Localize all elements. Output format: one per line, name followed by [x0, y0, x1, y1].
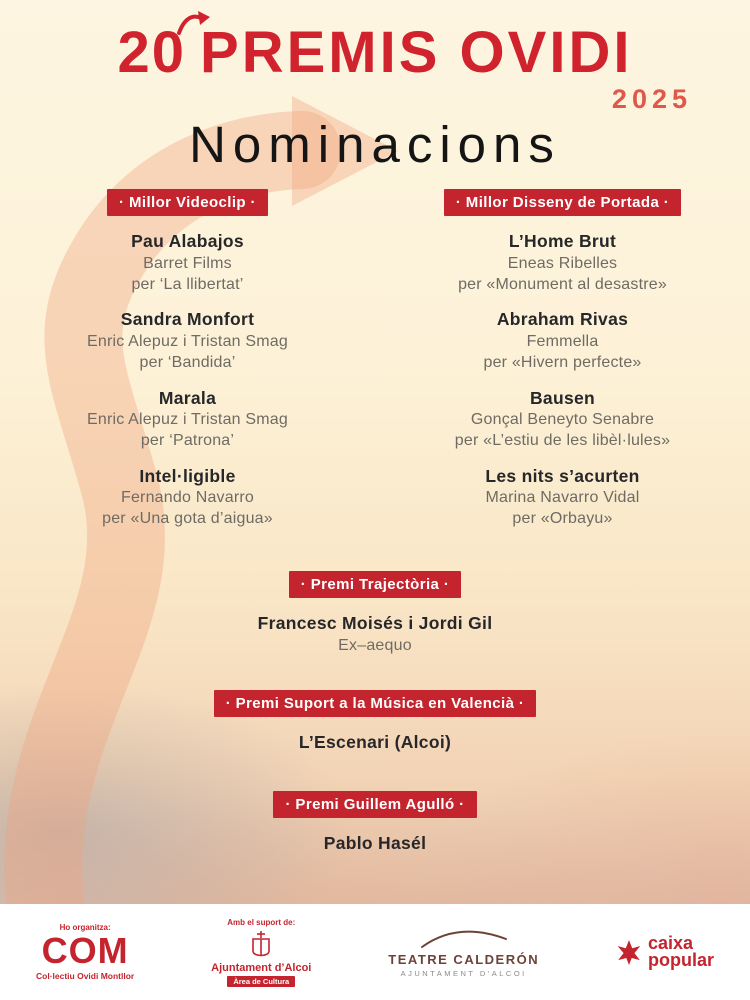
teatre-block	[388, 927, 539, 978]
nominee-line: per «Una gota d’aigua»	[102, 510, 273, 528]
nominee	[375, 308, 750, 373]
nominee-name: Sandra Monfort	[120, 309, 255, 330]
nominee-line: Enric Alepuz i Tristan Smag	[86, 411, 289, 429]
section-guillem-agullo	[0, 791, 750, 856]
nominee-line: per «Orbayu»	[512, 510, 613, 528]
footer-logos	[0, 904, 750, 1000]
organizer-block	[36, 923, 134, 980]
nominee-line: per «L’estiu de les libèl·lules»	[454, 431, 671, 449]
award-badge: · Premi Suport a la Música en Valencià ·	[214, 690, 537, 717]
nominee-line: Enric Alepuz i Tristan Smag	[86, 332, 289, 350]
year-label: 2025	[611, 84, 692, 114]
ajuntament-name: Ajuntament d’Alcoi	[211, 961, 312, 974]
caixa-popular-name	[648, 932, 714, 970]
award-badge: · Premi Trajectòria ·	[289, 571, 461, 598]
section-suport-musica	[0, 690, 750, 755]
nominee-line: per ‘Bandida’	[139, 353, 236, 371]
nominee-line: per ‘Patrona’	[140, 431, 235, 449]
title-number	[117, 20, 187, 85]
award-line: Ex–aequo	[338, 636, 412, 654]
com-logo: COM	[41, 930, 129, 972]
nominee	[0, 230, 375, 295]
nominee-line: Eneas Ribelles	[507, 254, 618, 272]
nominee-line: per ‘La llibertat’	[131, 275, 244, 293]
category-column-videoclip	[0, 189, 375, 543]
nominee-line: Gonçal Beneyto Senabre	[470, 411, 655, 429]
caixa-line1: caixa	[648, 932, 694, 953]
teatre-name: TEATRE CALDERÓN	[388, 951, 540, 967]
nominee-line: per «Monument al desastre»	[458, 275, 667, 293]
caixa-popular-icon	[616, 939, 642, 965]
organizer-name: Col·lectiu Ovidi Montllor	[36, 970, 135, 981]
area-cultura-badge: Àrea de Cultura	[227, 976, 295, 987]
category-column-portada	[375, 189, 750, 543]
nominee-name: Abraham Rivas	[496, 309, 629, 330]
category-columns	[0, 189, 750, 543]
award-winner: L’Escenari (Alcoi)	[298, 732, 452, 753]
support-label: Amb el suport de:	[227, 917, 296, 927]
nominee	[0, 308, 375, 373]
caixa-line2: popular	[648, 950, 714, 970]
nominee-line: per «Hivern perfecte»	[483, 353, 642, 371]
nominee	[375, 387, 750, 452]
award-winner: Pablo Hasél	[323, 833, 427, 854]
nominee-line: Barret Films	[143, 254, 232, 272]
nominee	[375, 465, 750, 530]
award-winner: Francesc Moisés i Jordi Gil	[257, 612, 493, 633]
teatre-arc-icon	[416, 927, 512, 949]
nominee-name: Bausen	[529, 387, 595, 408]
ajuntament-crest-icon	[248, 930, 274, 960]
nominee-name: Intel·ligible	[139, 465, 236, 486]
teatre-subname: AJUNTAMENT D'ALCOI	[400, 968, 527, 978]
title-number-text: 20	[117, 20, 187, 85]
poster-subtitle: Nominacions	[189, 116, 561, 173]
nominee-line: Femmella	[526, 332, 599, 350]
nominee-line: Marina Navarro Vidal	[485, 489, 640, 507]
nominee-line: Fernando Navarro	[120, 489, 255, 507]
section-trajectoria	[0, 571, 750, 656]
header	[0, 0, 750, 85]
ajuntament-block	[211, 918, 311, 987]
caixa-popular-block	[616, 932, 714, 970]
category-badge: · Millor Videoclip ·	[107, 189, 268, 216]
organizer-label: Ho organitza:	[59, 923, 111, 933]
nominee	[0, 387, 375, 452]
nominee	[375, 230, 750, 295]
award-badge: · Premi Guillem Agulló ·	[273, 791, 476, 818]
nominee-name: Les nits s’acurten	[485, 465, 640, 486]
nominee-name: Pau Alabajos	[131, 231, 244, 252]
nominee-name: L’Home Brut	[508, 231, 617, 252]
nominee-name: Marala	[158, 387, 217, 408]
devil-tail-icon	[176, 9, 210, 35]
nominee	[0, 465, 375, 530]
title-text: PREMIS OVIDI	[200, 20, 633, 85]
category-badge: · Millor Disseny de Portada ·	[444, 189, 681, 216]
